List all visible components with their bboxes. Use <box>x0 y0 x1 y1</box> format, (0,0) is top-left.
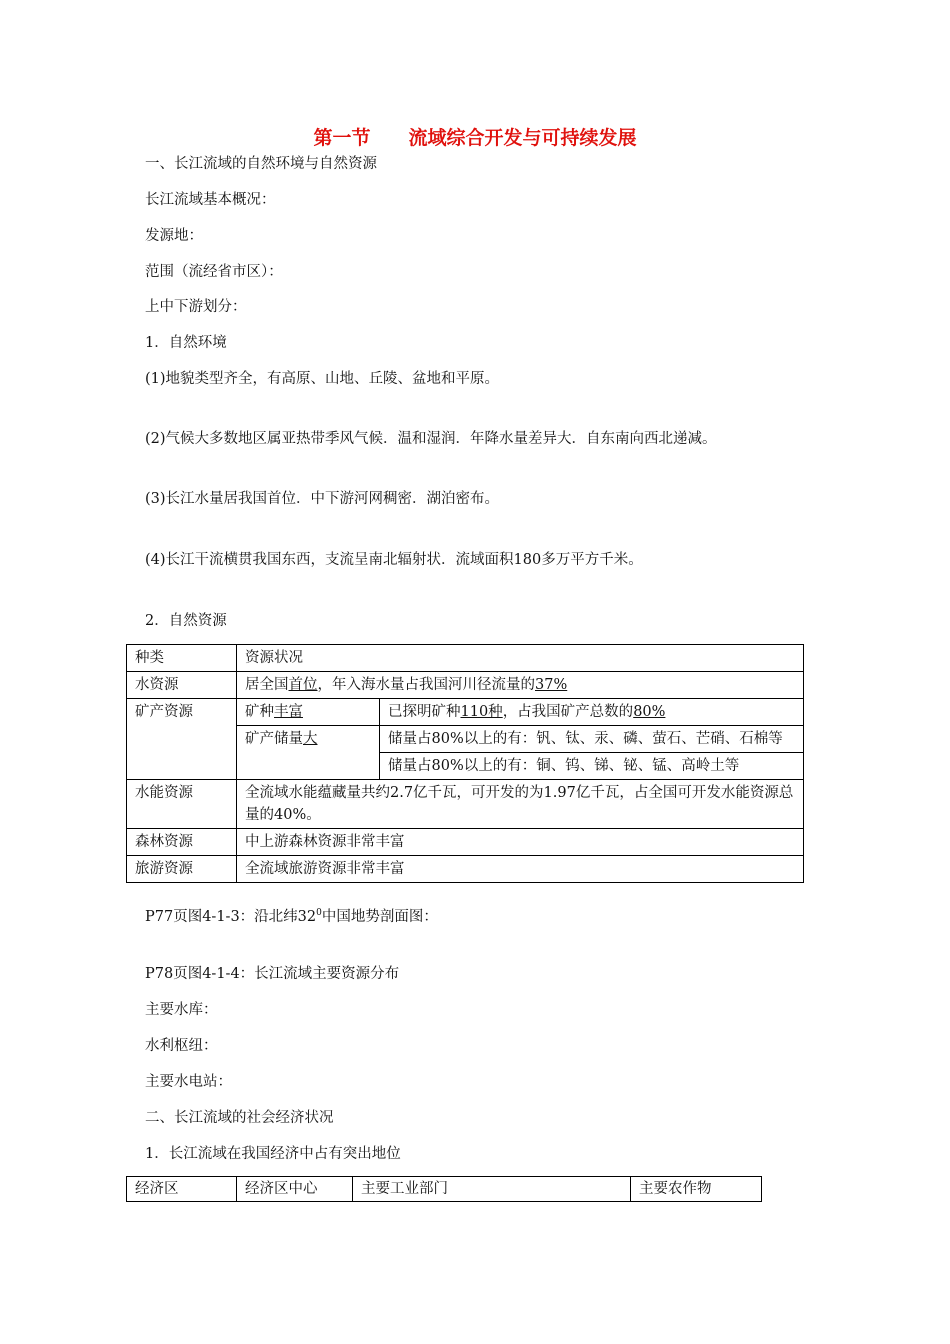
mineral-reserve-1: 储量占80%以上的有：钒、钛、汞、磷、萤石、芒硝、石棉等 <box>380 726 804 753</box>
header-industries: 主要工业部门 <box>353 1177 631 1202</box>
row-label-hydro: 水能资源 <box>127 780 237 829</box>
table-row <box>127 672 804 699</box>
row-label-mineral: 矿产资源 <box>127 699 237 780</box>
table-row <box>127 645 804 672</box>
forest-status: 中上游森林资源非常丰富 <box>237 829 804 856</box>
mineral-reserve-label: 矿产储量大 <box>237 726 380 780</box>
table-row <box>127 829 804 856</box>
table-header-status: 资源状况 <box>237 645 804 672</box>
row-label-forest: 森林资源 <box>127 829 237 856</box>
header-zone-center: 经济区中心 <box>237 1177 353 1202</box>
paragraph-climate: (2)气候大多数地区属亚热带季风气候．温和湿润．年降水量差异大．自东南向西北递减。 <box>145 431 717 447</box>
mineral-kind-label: 矿种丰富 <box>237 699 380 726</box>
row-label-water: 水资源 <box>127 672 237 699</box>
table-row <box>127 699 804 726</box>
mineral-kind-status: 已探明矿种110种，占我国矿产总数的80% <box>380 699 804 726</box>
resource-table <box>126 644 804 883</box>
paragraph-landform: (1)地貌类型齐全，有高原、山地、丘陵、盆地和平原。 <box>145 371 500 387</box>
header-crops: 主要农作物 <box>631 1177 762 1202</box>
header-economic-zone: 经济区 <box>127 1177 237 1202</box>
section-heading-2: 二、长江流域的社会经济状况 <box>145 1110 334 1126</box>
subheading-natural-env: 1．自然环境 <box>145 335 227 351</box>
row-label-tourism: 旅游资源 <box>127 856 237 883</box>
paragraph-area: (4)长江干流横贯我国东西，支流呈南北辐射状．流域面积180多万平方千米。 <box>145 552 643 568</box>
page-title: 第一节 流域综合开发与可持续发展 <box>313 127 637 149</box>
paragraph-water: (3)长江水量居我国首位．中下游河网稠密．湖泊密布。 <box>145 491 500 507</box>
overview-label: 长江流域基本概况： <box>145 192 276 208</box>
economy-table <box>126 1176 762 1202</box>
division-label: 上中下游划分： <box>145 299 247 315</box>
hub-label: 水利枢纽： <box>145 1038 218 1054</box>
table-row <box>127 780 804 829</box>
water-status: 居全国首位，年入海水量占我国河川径流量的37% <box>237 672 804 699</box>
hydro-status: 全流域水能蕴藏量共约2.7亿千瓦，可开发的为1.97亿千瓦，占全国可开发水能资源总量的40%。 <box>237 780 804 829</box>
source-label: 发源地： <box>145 228 203 244</box>
section-heading-1: 一、长江流域的自然环境与自然资源 <box>145 156 377 172</box>
station-label: 主要水电站： <box>145 1074 232 1090</box>
table-row <box>127 1177 762 1202</box>
subheading-natural-resources: 2．自然资源 <box>145 613 227 629</box>
tourism-status: 全流域旅游资源非常丰富 <box>237 856 804 883</box>
figure-ref-resources: P78页图4-1-4：长江流域主要资源分布 <box>145 966 400 982</box>
figure-ref-profile: P77页图4-1-3：沿北纬$32^0$中国地势剖面图： <box>145 908 438 925</box>
subheading-economy: 1．长江流域在我国经济中占有突出地位 <box>145 1146 401 1162</box>
mineral-reserve-2: 储量占80%以上的有：铜、钨、锑、铋、锰、高岭土等 <box>380 753 804 780</box>
table-row <box>127 856 804 883</box>
table-header-type: 种类 <box>127 645 237 672</box>
reservoir-label: 主要水库： <box>145 1002 218 1018</box>
scope-label: 范围（流经省市区）： <box>145 264 283 280</box>
